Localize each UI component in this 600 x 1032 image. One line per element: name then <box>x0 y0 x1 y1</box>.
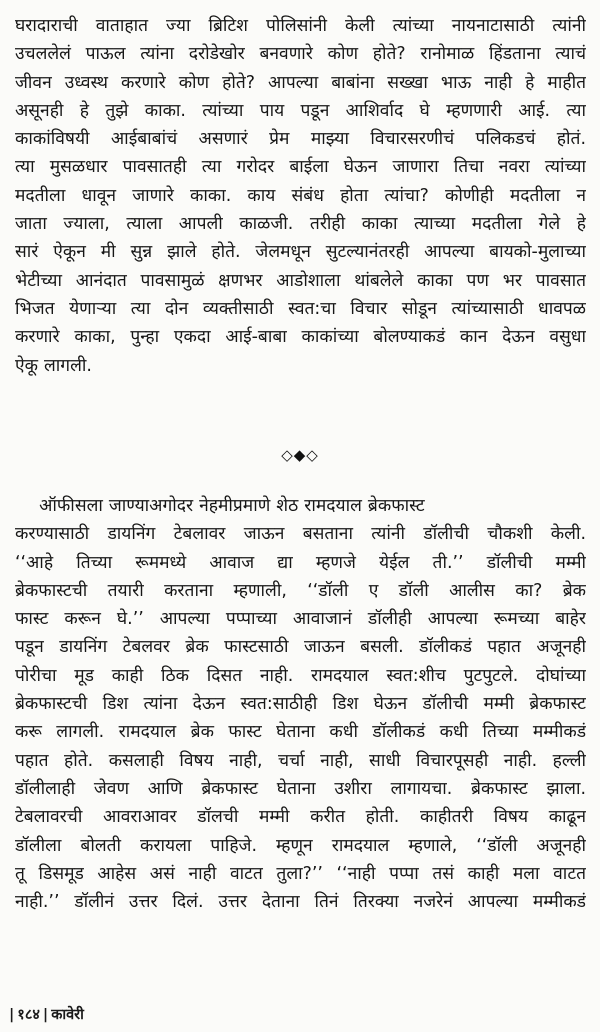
text-line: तू डिसमूड आहेस असं नाही वाटत तुला?’’ ‘‘नाही पप्पा तसं काही मला वाटत <box>15 863 586 884</box>
text-line: डॉलीला बोलती करायला पाहिजे. म्हणून रामदयाल म्हणाले, ‘‘डॉली अजूनही <box>15 835 586 856</box>
text-line: पडून डायनिंग टेबलवर ब्रेक फास्टसाठी जाऊन बसली. डॉलीकडं पहात अजूनही <box>15 637 586 658</box>
text-line: ब्रेकफास्टची तयारी करताना म्हणाली, ‘‘डॉली ए डॉली आलीस का? ब्रेक <box>15 580 586 601</box>
text-line: भेटीच्या आनंदात पावसामुळं क्षणभर आडोशाला थांबलेले काका पण भर पावसात <box>15 270 586 291</box>
text-line: ऐकू लागली. <box>15 355 92 376</box>
text-line: ब्रेकफास्टची डिश त्यांना देऊन स्वत:साठीही डिश घेऊन डॉलीची मम्मी ब्रेकफास्ट <box>15 694 586 715</box>
text-line: भिजत येणाऱ्या त्या दोन व्यक्तीसाठी स्वत:चा विचार सोडून त्यांच्यासाठी धावपळ <box>15 298 586 319</box>
text-line: फास्ट करून घे.’’ आपल्या पप्पाच्या आवाजानं डॉलीही आपल्या रूमच्या बाहेर <box>15 609 586 630</box>
paragraph-story-2 <box>15 492 586 916</box>
text-line: नाही.’’ डॉलीनं उत्तर दिलं. उत्तर देताना तिनं तिरक्या नजरेनं आपल्या मम्मीकडं <box>15 892 586 913</box>
text-line: त्या मुसळधार पावसातही त्या गरोदर बाईला घेऊन जाणारा तिचा नवरा त्यांच्या <box>15 157 586 178</box>
text-line: सारं ऐकून मी सुन्न झाले होते. जेलमधून सुटल्यानंतरही आपल्या बायको-मुलाच्या <box>15 242 586 263</box>
page-number: १८४ <box>17 1007 40 1023</box>
text-line: पहात होते. कसलाही विषय नाही, चर्चा नाही, साधी विचारपूसही नाही. हल्ली <box>15 750 586 771</box>
text-line: डॉलीलाही जेवण आणि ब्रेकफास्ट घेताना उशीरा लागायचा. ब्रेकफास्ट झाला. <box>15 778 586 799</box>
text-line: असूनही हे तुझे काका. त्यांच्या पाय पडून आशिर्वाद घे म्हणणारी आई. त्या <box>15 100 586 121</box>
footer-divider: | <box>9 1007 15 1023</box>
text-line: करण्यासाठी डायनिंग टेबलावर जाऊन बसताना त्यांनी डॉलीची चौकशी केली. <box>15 524 586 545</box>
text-line: टेबलावरची आवराआवर डॉलची मम्मी करीत होती. काहीतरी विषय काढून <box>15 807 586 828</box>
text-line: करू लागली. रामदयाल ब्रेक फास्ट घेताना कधी डॉलीकडं कधी तिच्या मम्मीकडं <box>15 722 586 743</box>
text-line: ‘‘आहे तिच्या रूममध्ये आवाज द्या म्हणजे येईल ती.’’ डॉलीची मम्मी <box>15 552 586 573</box>
text-line: काकांविषयी आईबाबांचं असणारं प्रेम माझ्या विचारसरणीचं पलिकडचं होतं. <box>15 129 586 150</box>
paragraph-story-1 <box>15 12 586 380</box>
book-title: कावेरी <box>51 1007 84 1023</box>
text-line: करणारे काका, पुन्हा एकदा आई-बाबा काकांच्या बोलण्याकडं कान देऊन वसुधा <box>15 327 586 348</box>
text-line: मदतीला धावून जाणारे काका. काय संबंध होता त्यांचा? कोणीही मदतीला न <box>15 185 586 206</box>
text-line: घरादाराची वाताहात ज्या ब्रिटिश पोलिसांनी केली त्यांच्या नायनाटासाठी त्यांनी <box>15 16 586 36</box>
text-line: जीवन उध्वस्थ करणारे कोण होते? आपल्या बाबांना सख्खा भाऊ नाही हे माहीत <box>15 72 586 93</box>
page-footer <box>6 1004 84 1024</box>
text-line: उचललेलं पाऊल त्यांना दरोडेखोर बनवणारे कोण होते? रानोमाळ हिंडताना त्याचं <box>15 44 586 65</box>
section-separator-ornament: ◇◆◇ <box>281 446 319 464</box>
text-line: ऑफीसला जाण्याअगोदर नेहमीप्रमाणे शेठ रामदयाल ब्रेकफास्ट <box>15 496 425 516</box>
text-line: जाता ज्याला, त्याला आपली काळजी. तरीही काका त्याच्या मदतीला गेले हे <box>15 214 586 235</box>
text-line: पोरीचा मूड काही ठिक दिसत नाही. रामदयाल स्वत:शीच पुटपुटले. दोघांच्या <box>15 665 586 686</box>
footer-divider: | <box>42 1007 49 1023</box>
